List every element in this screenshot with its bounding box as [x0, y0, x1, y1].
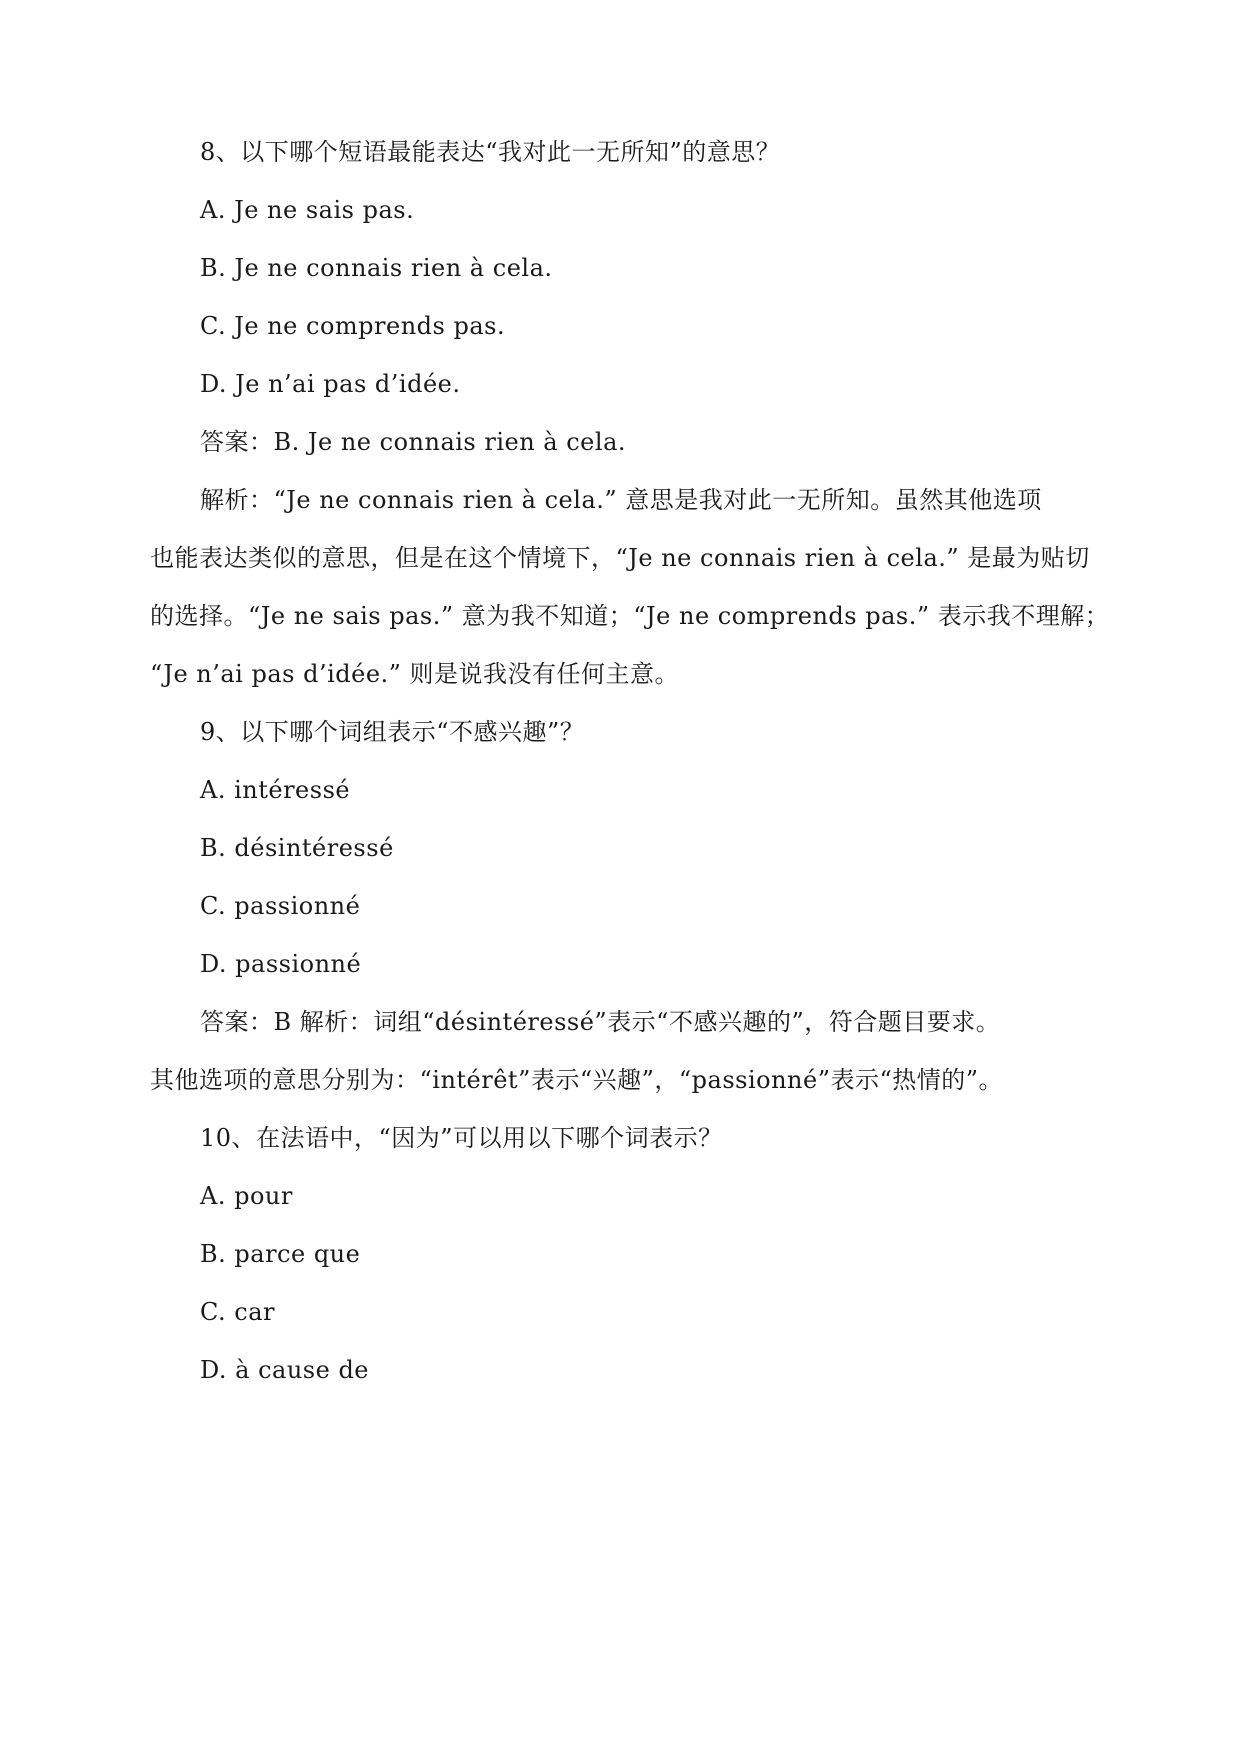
question-10-option-a: A. pour — [200, 1182, 293, 1210]
question-9-option-a: A. intéressé — [200, 776, 351, 804]
question-8-option-c: C. Je ne comprends pas. — [200, 312, 506, 340]
question-8-explanation-line: 解析：“Je ne connais rien à cela.” 意思是我对此一无所知。虽然其他选项 — [200, 486, 1042, 514]
question-8-explanation-line: 也能表达类似的意思，但是在这个情境下，“Je ne connais rien à cela.” 是最为贴切 — [150, 544, 1090, 572]
question-9-option-c: C. passionné — [200, 892, 361, 920]
question-8-answer: 答案：B. Je ne connais rien à cela. — [200, 428, 627, 456]
question-10-text: 10、在法语中，“因为”可以用以下哪个词表示？ — [200, 1124, 723, 1152]
question-9-answer-explanation-line: 其他选项的意思分别为：“intérêt”表示“兴趣”，“passionné”表示“热情的”。 — [150, 1066, 1004, 1094]
question-10-option-b: B. parce que — [200, 1240, 361, 1268]
question-8-option-b: B. Je ne connais rien à cela. — [200, 254, 553, 282]
question-8-option-a: A. Je ne sais pas. — [200, 196, 415, 224]
question-10-option-d: D. à cause de — [200, 1356, 370, 1384]
question-8-explanation-line: “Je n’ai pas d’idée.” 则是说我没有任何主意。 — [150, 660, 680, 688]
question-9-text: 9、以下哪个词组表示“不感兴趣”？ — [200, 718, 585, 746]
question-8-explanation-line: 的选择。“Je ne sais pas.” 意为我不知道；“Je ne comprends pas.” 表示我不理解； — [150, 602, 1110, 630]
question-9-answer-explanation-line: 答案：B 解析：词组“désintéressé”表示“不感兴趣的”，符合题目要求。 — [200, 1008, 1001, 1036]
question-9-option-b: B. désintéressé — [200, 834, 394, 862]
question-8-option-d: D. Je n’ai pas d’idée. — [200, 370, 461, 398]
question-10-option-c: C. car — [200, 1298, 275, 1326]
question-9-option-d: D. passionné — [200, 950, 362, 978]
question-8-text: 8、以下哪个短语最能表达“我对此一无所知”的意思？ — [200, 138, 781, 166]
